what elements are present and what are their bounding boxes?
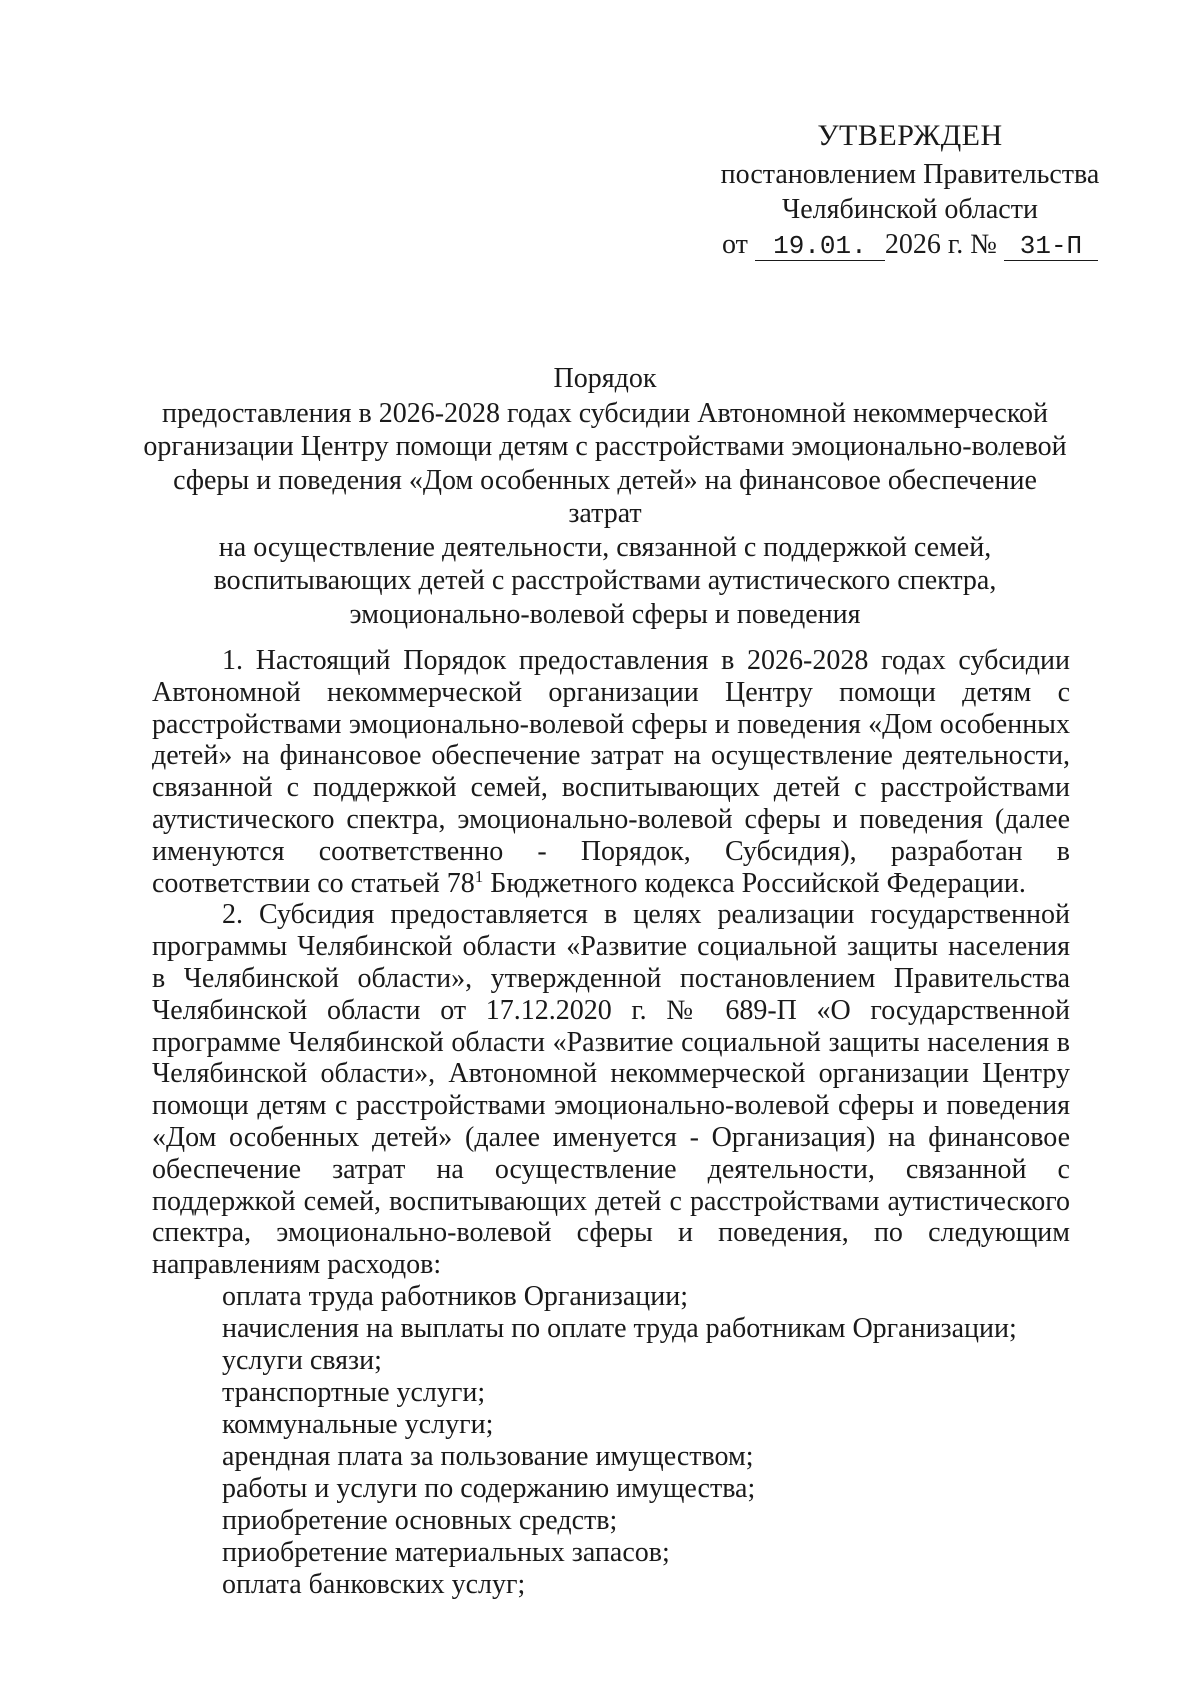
handwritten-date: 19.01. xyxy=(755,232,885,261)
list-item: приобретение материальных запасов; xyxy=(222,1536,670,1568)
title-line-2: организации Центру помощи детям с расстройствами эмоционально-волевой xyxy=(143,431,1067,462)
article-superscript: 1 xyxy=(474,866,484,886)
title-line-4: на осуществление деятельности, связанной с поддержкой семей, xyxy=(218,531,992,563)
title-line-3: сферы и поведения «Дом особенных детей» на финансовое обеспечение затрат xyxy=(173,464,1037,529)
document-title-block xyxy=(140,362,1070,631)
paragraph-1 xyxy=(152,645,1070,899)
list-item: оплата труда работников Организации; xyxy=(222,1280,689,1312)
paragraph-2: 2. Субсидия предоставляется в целях реализации государственной программы Челябинской области «Развитие социальной защиты населения в Челябинской области», утвержденной постановлением Правительства Челябинской области от 17.12.2020 г. № 689-П «О государственной программе Челябинской области «Развитие социальной защиты населения в Челябинской области», Автономной некоммерческой организации Центру помощи детям с расстройствами эмоционально-волевой сферы и поведения «Дом особенных детей» (далее именуется - Организация) на финансовое обеспечение затрат на осуществление деятельности, связанной с поддержкой семей, воспитывающих детей с расстройствами аутистического спектра, эмоционально-волевой сферы и поведения, по следующим направлениям расходов: xyxy=(152,899,1070,1281)
list-item: арендная плата за пользование имуществом; xyxy=(222,1440,754,1472)
list-item: услуги связи; xyxy=(222,1344,382,1376)
date-prefix: от xyxy=(722,229,748,260)
list-item: приобретение основных средств; xyxy=(222,1504,618,1536)
handwritten-number: 31-П xyxy=(1004,232,1098,261)
approval-date-line xyxy=(700,227,1120,262)
approval-stamp-block xyxy=(700,118,1120,262)
approval-line-1: постановлением Правительства xyxy=(720,159,1100,190)
list-item: начисления на выплаты по оплате труда работникам Организации; xyxy=(222,1312,1017,1344)
list-item: коммунальные услуги; xyxy=(222,1408,494,1440)
paragraph-1-end: Бюджетного кодекса Российской Федерации. xyxy=(483,867,1026,899)
expense-list xyxy=(152,1281,1070,1601)
list-item: работы и услуги по содержанию имущества; xyxy=(222,1472,756,1504)
title-line-1: предоставления в 2026-2028 годах субсидии Автономной некоммерческой xyxy=(161,397,1049,429)
approval-heading: УТВЕРЖДЕН xyxy=(817,119,1003,152)
approval-line-2: Челябинской области xyxy=(782,194,1038,225)
document-body xyxy=(152,645,1070,1601)
paragraph-1-text: 1. Настоящий Порядок предоставления в 2026-2028 годах субсидии Автономной некоммерческой организации Центру помощи детям с расстройствами эмоционально-волевой сферы и поведения «Дом особенных детей» на финансовое обеспечение затрат на осуществление деятельности, связанной с поддержкой семей, воспитывающих детей с расстройствами аутистического спектра, эмоционально-волевой сферы и поведения (далее именуются соответственно - Порядок, Субсидия), разработан в соответствии со статьей 78 xyxy=(152,645,1070,899)
list-item: транспортные услуги; xyxy=(222,1376,486,1408)
document-type-heading: Порядок xyxy=(553,363,657,394)
title-line-6: эмоционально-волевой сферы и поведения xyxy=(349,598,861,630)
year-and-number-label: 2026 г. № xyxy=(884,229,997,260)
title-line-5: воспитывающих детей с расстройствами аутистического спектра, xyxy=(213,565,997,596)
list-item: оплата банковских услуг; xyxy=(222,1568,526,1600)
